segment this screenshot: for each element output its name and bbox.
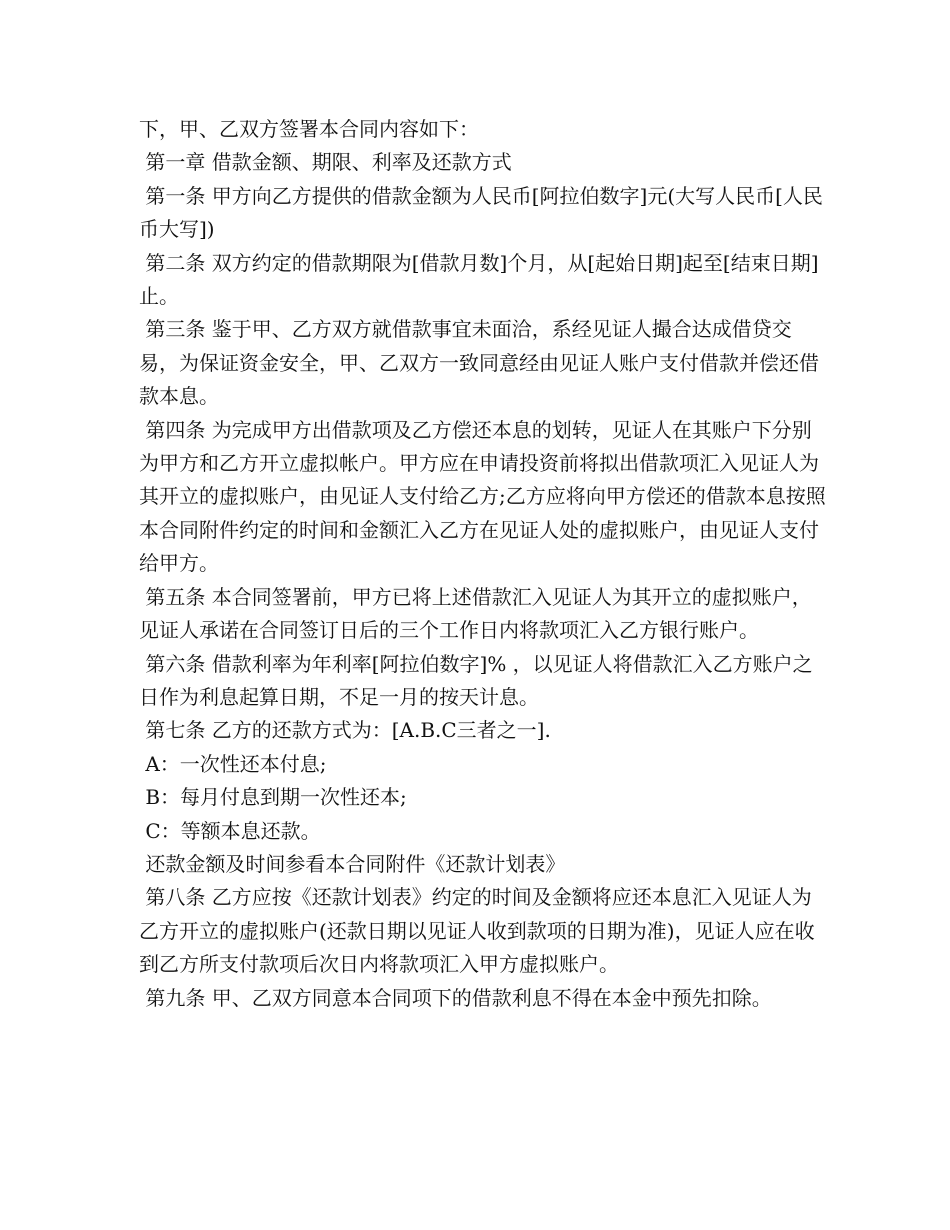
article-6: 第六条 借款利率为年利率[阿拉伯数字]% ，以见证人将借款汇入乙方账户之日作为利息起算日期，不足一月的按天计息。 (139, 651, 813, 709)
document-body (139, 113, 829, 1015)
article-8: 第八条 乙方应按《还款计划表》约定的时间及金额将应还本息汇入见证人为乙方开立的虚拟账户(还款日期以见证人收到款项的日期为准)，见证人应在收到乙方所支付款项后次日内将款项汇入甲方虚拟账户。 (139, 885, 815, 977)
repayment-option-c: C：等额本息还款。 (139, 818, 321, 843)
repayment-option-a: A：一次性还本付息; (139, 751, 327, 776)
article-5: 第五条 本合同签署前，甲方已将上述借款汇入见证人为其开立的虚拟账户，见证人承诺在合同签订日后的三个工作日内将款项汇入乙方银行账户。 (139, 584, 812, 643)
article-4: 第四条 为完成甲方出借款项及乙方偿还本息的划转，见证人在其账户下分别为甲方和乙方开立虚拟帐户。甲方应在申请投资前将拟出借款项汇入见证人为其开立的虚拟账户，由见证人支付给乙方;乙方应将向甲方偿还的借款本息按照本合同附件约定的时间和金额汇入乙方在见证人处的虚拟账户，由见证人支付给甲方。 (139, 417, 826, 576)
paragraph-intro: 下，甲、乙双方签署本合同内容如下： (139, 117, 479, 141)
article-3: 第三条 鉴于甲、乙方双方就借款事宜未面洽，系经见证人撮合达成借贷交易，为保证资金安全，甲、乙双方一致同意经由见证人账户支付借款并偿还借款本息。 (139, 317, 819, 409)
article-2: 第二条 双方约定的借款期限为[借款月数]个月，从[起始日期]起至[结束日期]止。 (139, 250, 819, 309)
chapter-1-heading: 第一章 借款金额、期限、利率及还款方式 (139, 150, 512, 175)
article-9: 第九条 甲、乙双方同意本合同项下的借款利息不得在本金中预先扣除。 (139, 985, 772, 1010)
article-7: 第七条 乙方的还款方式为：[A.B.C三者之一]. (139, 718, 551, 743)
repayment-schedule-note: 还款金额及时间参看本合同附件《还款计划表》 (139, 851, 566, 876)
repayment-option-b: B：每月付息到期一次性还本; (139, 785, 407, 810)
article-1: 第一条 甲方向乙方提供的借款金额为人民币[阿拉伯数字]元(大写人民币[人民币大写]) (139, 183, 823, 242)
